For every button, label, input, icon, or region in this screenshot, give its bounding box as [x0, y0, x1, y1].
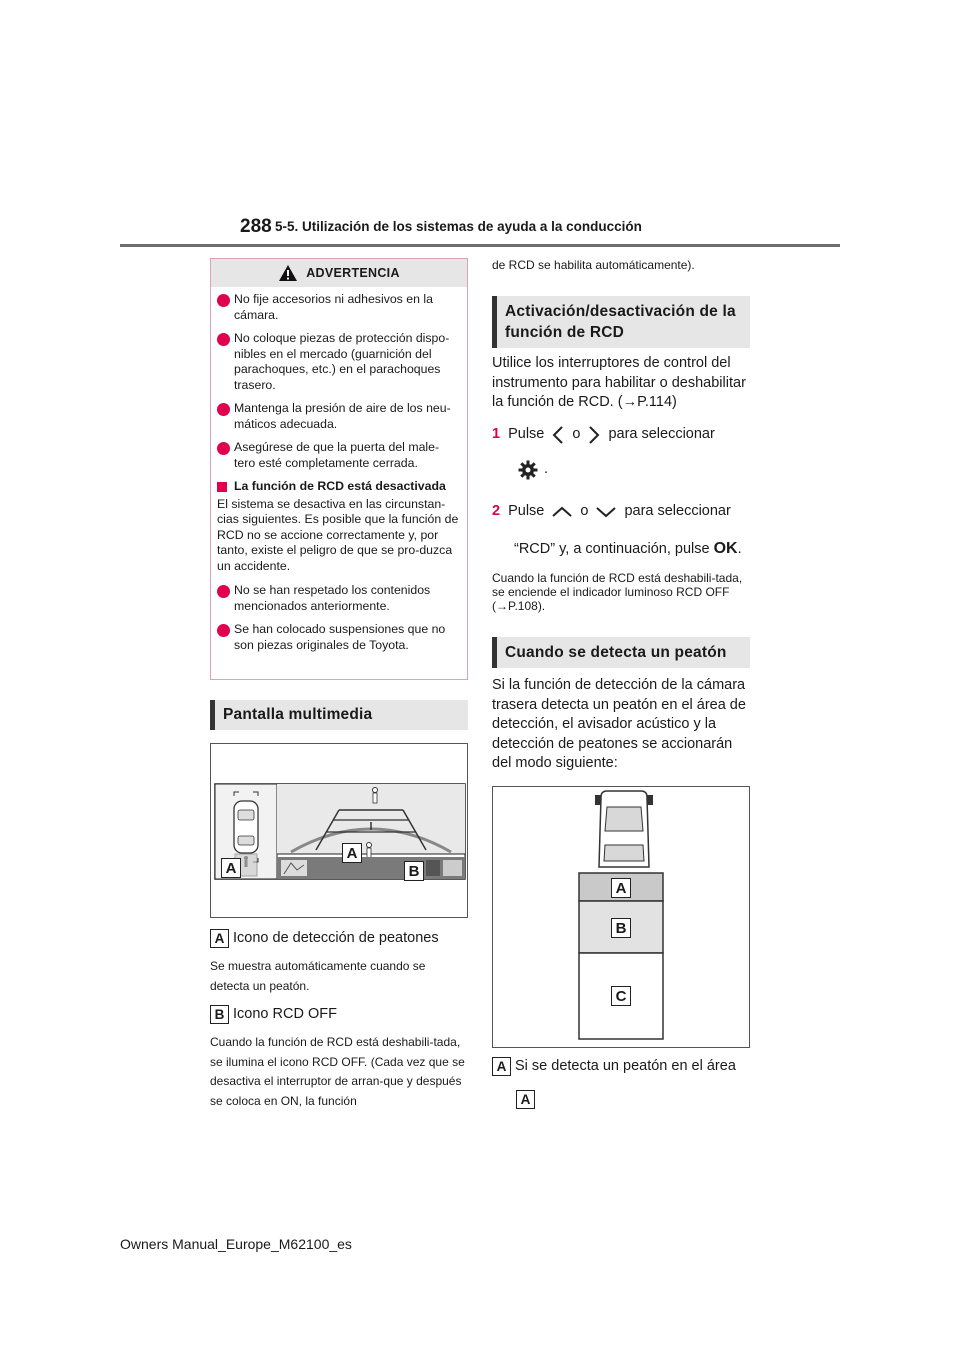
chevron-left-icon — [552, 426, 564, 444]
ok-button-glyph: OK — [713, 540, 738, 557]
multimedia-figure — [210, 743, 468, 918]
rcd-intro: Utilice los interruptores de control del instrumento para habilitar o deshabilitar la función de RCD. (→P.114) — [492, 355, 746, 410]
bullet-icon — [217, 442, 230, 455]
bullet-icon — [217, 585, 230, 598]
bullet-icon — [217, 294, 230, 307]
warning-bullet: Asegúrese de que la puerta del male-tero esté completamente cerrada. — [217, 440, 459, 471]
item-a-label: A — [210, 929, 229, 948]
section-title: 5-5. Utilización de los sistemas de ayuda a la conducción — [275, 219, 642, 234]
warning-bullet: No coloque piezas de protección dispo-nibles en el mercado (guarnición del parachoques, etc.) en el parachoques trasero. — [217, 331, 459, 393]
footer-manual-id: Owners Manual_Europe_M62100_es — [120, 1236, 352, 1252]
header-rule — [120, 244, 840, 247]
chevron-down-icon — [596, 506, 616, 518]
multimedia-screen-illustration — [211, 744, 467, 917]
item-b-label: B — [210, 1005, 229, 1024]
warning-icon — [278, 264, 298, 282]
multimedia-heading: Pantalla multimedia — [210, 700, 468, 730]
step-2-line2: “RCD” y, a continuación, pulse OK. — [514, 540, 742, 557]
chevron-right-icon — [588, 426, 600, 444]
zone-item-a-label: A — [492, 1057, 511, 1076]
step-2: 2 Pulse o para seleccionar — [492, 502, 750, 522]
step-1: 1 Pulse o para seleccionar — [492, 425, 750, 445]
warning-header — [211, 259, 467, 287]
pedestrian-paragraph: Si la función de detección de la cámara trasera detecta un peatón en el área de detección, el avisador acústico y la detección de peatones se accionarán del modo siguiente: — [492, 677, 746, 771]
warning-paragraph: El sistema se desactiva en las circunstan-cias siguientes. Es posible que la función de RCD no se accione correctamente y, por tanto, existe el peligro de que se pro-duzca un accidente. — [217, 496, 459, 573]
step-1-target: . — [518, 460, 548, 480]
zone-a-label: A — [611, 878, 631, 898]
step-1-number: 1 — [492, 426, 501, 442]
page-number: 288 — [240, 216, 272, 237]
warning-subheading: La función de RCD está desactivada — [217, 479, 459, 495]
warning-bullet: No fije accesorios ni adhesivos en la cámara. — [217, 292, 459, 323]
zone-c-label: C — [611, 986, 631, 1006]
warning-box — [210, 258, 468, 680]
warning-title: ADVERTENCIA — [306, 266, 400, 280]
rcd-off-note: Cuando la función de RCD está deshabili-tada, se enciende el indicador luminoso RCD OFF (→P.108). — [492, 571, 743, 613]
warning-bullet: Mantenga la presión de aire de los neu-máticos adecuada. — [217, 401, 459, 432]
gear-icon — [518, 460, 538, 480]
step-2-number: 2 — [492, 503, 501, 519]
callout-a-left: A — [221, 858, 241, 878]
bullet-icon — [217, 333, 230, 346]
item-a-title: Icono de detección de peatones — [233, 930, 439, 946]
item-b-row — [210, 1005, 470, 1025]
pedestrian-heading: Cuando se detecta un peatón — [492, 637, 750, 668]
callout-b: B — [404, 861, 424, 881]
continuation-text: de RCD se habilita automáticamente). — [492, 258, 695, 272]
zone-item-a-tail-label: A — [516, 1090, 535, 1109]
item-a-description: Se muestra automáticamente cuando se detecta un peatón. — [210, 959, 426, 993]
bullet-icon — [217, 624, 230, 637]
zone-item-a-row — [492, 1057, 752, 1077]
zone-b-label: B — [611, 918, 631, 938]
square-bullet-icon — [217, 482, 227, 492]
item-b-title: Icono RCD OFF — [233, 1006, 337, 1022]
rcd-toggle-heading: Activación/desactivación de la función de RCD — [492, 296, 750, 348]
chevron-up-icon — [552, 506, 572, 518]
detection-zone-figure — [492, 786, 750, 1048]
zone-item-a-title: Si se detecta un peatón en el área — [515, 1058, 736, 1074]
car-zones-illustration — [493, 787, 749, 1047]
item-a-row — [210, 929, 470, 949]
arrow-ref-icon: → — [496, 599, 508, 613]
warning-bullet: Se han colocado suspensiones que no son piezas originales de Toyota. — [217, 622, 459, 653]
item-b-description: Cuando la función de RCD está deshabili-tada, se ilumina el icono RCD OFF. (Cada vez que se desactiva el interruptor de arran-que y después se coloca en ON, la función — [210, 1035, 465, 1108]
callout-a-center: A — [342, 843, 362, 863]
arrow-ref-icon: → — [622, 394, 638, 410]
bullet-icon — [217, 403, 230, 416]
warning-bullet: No se han respetado los contenidos mencionados anteriormente. — [217, 583, 459, 614]
